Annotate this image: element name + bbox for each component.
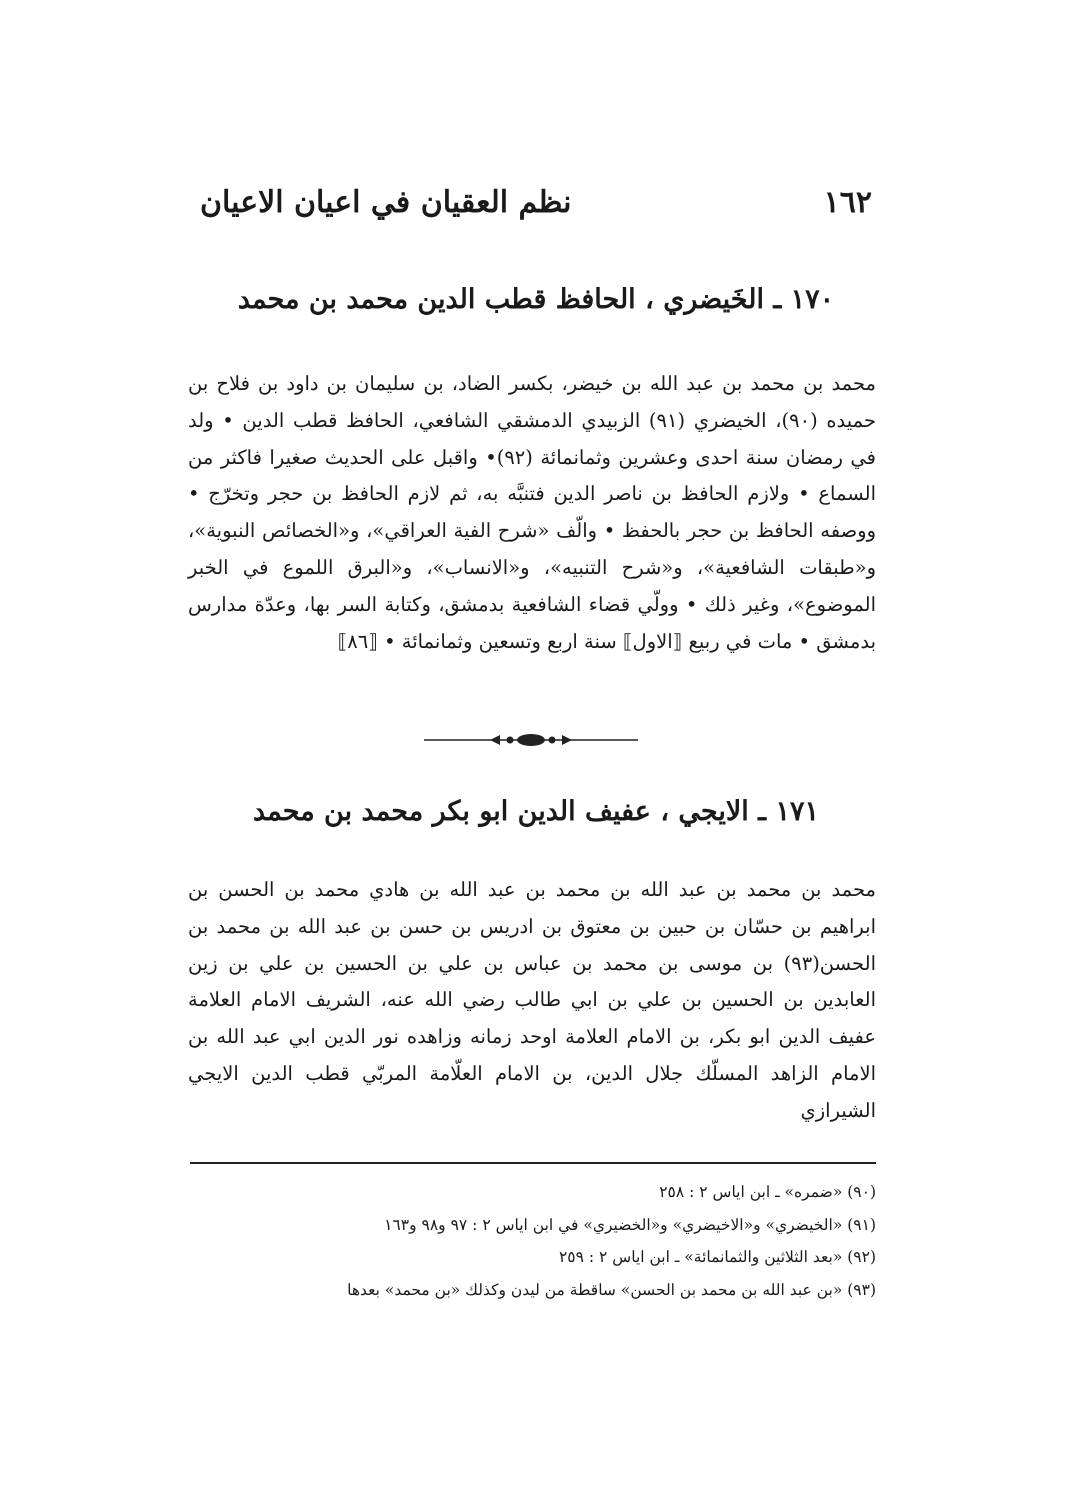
entry-heading-171: ١٧١ ـ الايجي ، عفيف الدين ابو بكر محمد بن محمد — [252, 796, 820, 827]
footnote-92: (٩٢) «بعد الثلاثين والثمانمائة» ـ ابن اياس ٢ : ٢٥٩ — [558, 1248, 876, 1266]
entry-heading-170: ١٧٠ ـ الخَيضري ، الحافظ قطب الدين محمد بن محمد — [237, 284, 835, 315]
page-number: ١٦٢ — [823, 184, 872, 220]
footnote-93: (٩٣) «بن عبد الله بن محمد بن الحسن» ساقطة من ليدن وكذلك «بن محمد» بعدها — [347, 1280, 876, 1299]
footnote-90: (٩٠) «ضمره» ـ ابن اياس ٢ : ٢٥٨ — [659, 1183, 876, 1201]
footnotes — [190, 1176, 876, 1306]
footnote-separator — [190, 1162, 876, 1164]
section-divider-ornament — [424, 730, 638, 750]
footnote-91: (٩١) «الخيضري» و«الاخيضري» و«الخضيري» في ابن اياس ٢ : ٩٧ و٩٨ و١٦٣ — [384, 1215, 876, 1234]
entry-text-170: محمد بن محمد بن عبد الله بن خيضر، بكسر الضاد، بن سليمان بن داود بن فلاح بن حميده (٩٠)، الخيضري (٩١) الزبيدي الدمشقي الشافعي، الحافظ قطب الدين • ولد في رمضان سنة احدى وعشرين وثمانمائة (٩٢)• واقبل على الحديث صغيرا فاكثر من السماع • ولازم الحافظ بن ناصر الدين فتنبَّه به، ثم لازم الحافظ بن حجر وتخرّج • ووصفه الحافظ بن حجر بالحفظ • والّف «شرح الفية العراقي»، و«الخصائص النبوية»، و«طبقات الشافعية»، و«شرح التنبيه»، و«الانساب»، و«البرق اللموع في الخبر الموضوع»، وغير ذلك • وولّي قضاء الشافعية بدمشق، وكتابة السر بها، وعدّة مدارس بدمشق • مات في ربيع ⟦الاول⟧ سنة اربع وتسعين وثمانمائة • ⟦٨٦⟧ — [188, 372, 877, 653]
running-title: نظم العقيان في اعيان الاعيان — [200, 184, 572, 220]
running-head — [200, 172, 872, 232]
entry-text-171: محمد بن محمد بن عبد الله بن محمد بن عبد الله بن هادي محمد بن الحسن بن ابراهيم بن حسّان بن حبين بن معتوق بن ادريس بن حسن بن عبد الله بن محمد بن الحسن(٩٣) بن موسى بن محمد بن عباس بن علي بن الحسين بن علي بن زين العابدين بن الحسين بن علي بن ابي طالب رضي الله عنه، الشريف الامام العلامة عفيف الدين ابو بكر، بن الامام العلامة اوحد زمانه وزاهده نور الدين ابي عبد الله بن الامام الزاهد المسلّك جلال الدين، بن الامام العلّامة المربّي قطب الدين الايجي الشيرازي — [188, 878, 876, 1122]
